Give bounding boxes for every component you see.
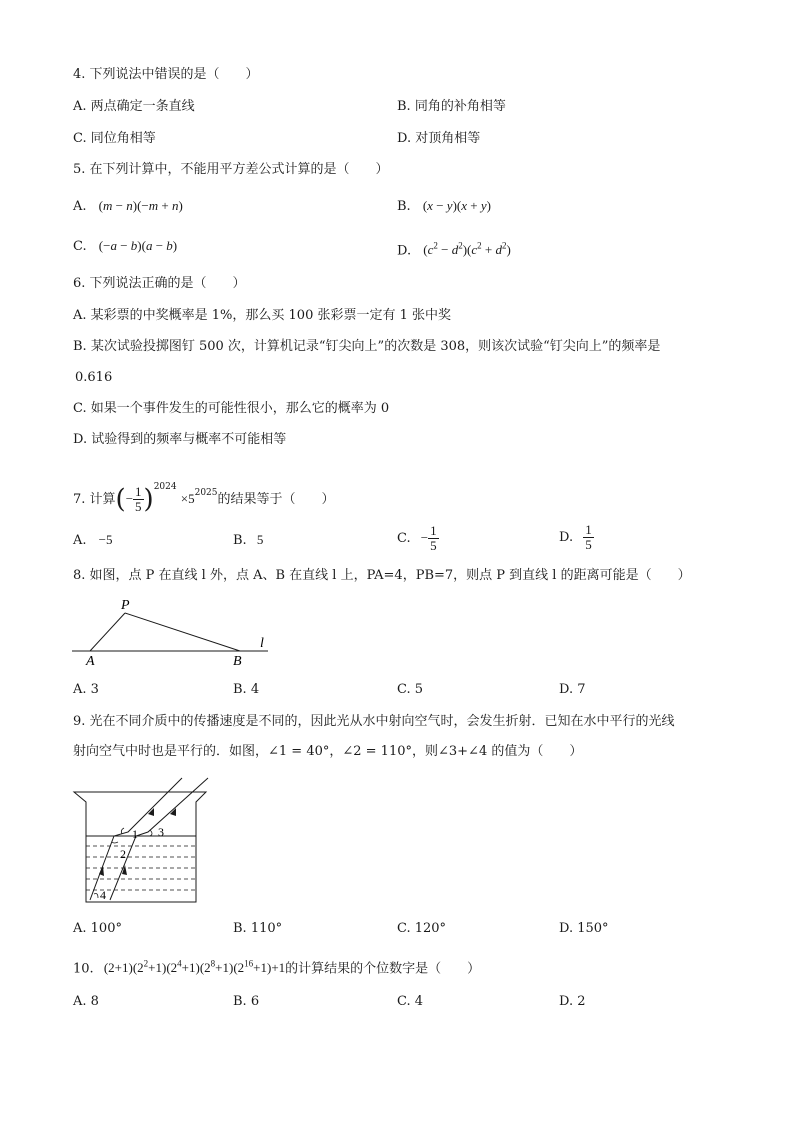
q10-expression: $(2+1)(2^2+1)(2^4+1)(2^8+1)(2^{16}+1)+1$ bbox=[103, 959, 286, 976]
q10-option-a: A. 8 bbox=[73, 994, 99, 1009]
angle-3-arc bbox=[150, 830, 152, 836]
q10-option-b: B. 6 bbox=[233, 994, 260, 1009]
q6-option-d: D. 试验得到的频率与概率不可能相等 bbox=[73, 432, 287, 447]
q4-stem: 4. 下列说法中错误的是（ ） bbox=[73, 67, 259, 82]
q9-stem-line2: 射向空气中时也是平行的．如图，∠1 = 40°，∠2 = 110°，则∠3+∠4 的值为（ ） bbox=[73, 744, 583, 759]
q5-option-a-expr: (m − n)(−m + n) bbox=[98, 198, 183, 213]
angle-4-arc bbox=[94, 894, 98, 899]
q9-option-b: B. 110° bbox=[233, 921, 283, 936]
q9-stem-line1: 9. 光在不同介质中的传播速度是不同的，因此光从水中射向空气时，会发生折射．已知在水中平行的光线 bbox=[73, 714, 675, 729]
q9-option-c: C. 120° bbox=[397, 921, 447, 936]
q9-option-d: D. 150° bbox=[559, 921, 609, 936]
q8-option-d: D. 7 bbox=[559, 682, 586, 697]
q10-stem-suffix: 的计算结果的个位数字是（ ） bbox=[285, 961, 481, 977]
q5-option-a-label: A. bbox=[73, 199, 87, 214]
q5-option-c-expr: (−a − b)(a − b) bbox=[98, 238, 178, 253]
q7-option-d-label: D. bbox=[559, 530, 574, 545]
label-a: A bbox=[86, 654, 95, 669]
beaker bbox=[74, 792, 206, 902]
q10-option-d: D. 2 bbox=[559, 994, 586, 1009]
q4-option-a: A. 两点确定一条直线 bbox=[73, 99, 195, 114]
q5-option-a bbox=[73, 198, 183, 215]
segment-pa bbox=[90, 613, 125, 651]
q5-option-c-label: C. bbox=[73, 239, 87, 254]
q7-times-five: ×5 bbox=[180, 491, 195, 506]
angle-4-label: 4 bbox=[100, 888, 106, 902]
label-l: l bbox=[260, 636, 264, 651]
q8-figure bbox=[70, 596, 280, 668]
angle-3-label: 3 bbox=[158, 825, 164, 839]
q5-option-c bbox=[73, 238, 177, 255]
q8-option-a: A. 3 bbox=[73, 682, 99, 697]
q7-exponent-1: 2024 bbox=[153, 482, 177, 492]
q5-stem: 5. 在下列计算中，不能用平方差公式计算的是（ ） bbox=[73, 162, 389, 177]
q7-stem-prefix: 7. 计算 bbox=[73, 492, 116, 507]
q10-option-c: C. 4 bbox=[397, 994, 424, 1009]
q6-stem: 6. 下列说法正确的是（ ） bbox=[73, 276, 246, 291]
q5-option-b bbox=[397, 198, 491, 215]
label-b: B bbox=[233, 654, 242, 669]
angle-2-label: 2 bbox=[120, 847, 126, 861]
q7-option-c-label: C. bbox=[397, 531, 411, 546]
arrow-icon bbox=[122, 865, 127, 875]
q8-option-b: B. 4 bbox=[233, 682, 260, 697]
segment-pb bbox=[125, 613, 240, 651]
q7-option-b-value: 5 bbox=[256, 532, 264, 547]
q7-option-b-label: B. bbox=[233, 533, 247, 548]
label-p: P bbox=[121, 598, 130, 613]
q7-stem-suffix: 的结果等于（ ） bbox=[217, 492, 335, 507]
q6-option-b-line1: B. 某次试验投掷图钉 500 次，计算机记录“钉尖向上”的次数是 308，则该次试验“钉尖向上”的频率是 bbox=[73, 339, 661, 354]
q6-option-a: A. 某彩票的中奖概率是 1%，那么买 100 张彩票一定有 1 张中奖 bbox=[73, 308, 452, 323]
q7-option-a bbox=[73, 532, 113, 549]
q5-option-b-expr: (x − y)(x + y) bbox=[422, 198, 491, 213]
q5-option-b-label: B. bbox=[397, 199, 411, 214]
q10-stem bbox=[73, 956, 480, 977]
q7-option-d bbox=[559, 522, 594, 554]
q4-option-d: D. 对顶角相等 bbox=[397, 131, 481, 146]
q4-option-b: B. 同角的补角相等 bbox=[397, 99, 506, 114]
q7-option-a-value: −5 bbox=[98, 532, 113, 547]
q6-option-c: C. 如果一个事件发生的可能性很小，那么它的概率为 0 bbox=[73, 401, 390, 416]
q7-fraction: $\frac{1}{5}$ bbox=[135, 484, 142, 514]
q10-number: 10. bbox=[73, 961, 94, 977]
q7-stem: 7. 计算(− $\frac{1}{5}$ )$^{2024} \times 5^{2025}$的结果等于（ ） bbox=[73, 482, 335, 515]
angle-2-arc bbox=[112, 842, 118, 843]
light-ray-2 bbox=[110, 778, 208, 900]
angle-1-label: 1 bbox=[132, 827, 138, 841]
q9-figure bbox=[70, 774, 210, 906]
q7-option-a-label: A. bbox=[73, 533, 87, 548]
q6-option-b-line2: 0.616 bbox=[75, 370, 113, 385]
q7-option-c-fraction: $\frac{1}{5}$ bbox=[430, 523, 437, 553]
q5-option-d-expr: $(c^2 - d^2)(c^2 + d^2)$ bbox=[423, 241, 511, 258]
q7-option-c: C. − $\frac{1}{5}$ bbox=[397, 523, 437, 553]
q8-option-c: C. 5 bbox=[397, 682, 424, 697]
q5-option-d bbox=[397, 238, 511, 259]
q7-option-b bbox=[233, 532, 263, 549]
q7-exponent-2: 2025 bbox=[194, 488, 218, 498]
q4-option-c: C. 同位角相等 bbox=[73, 131, 156, 146]
q7-option-d-fraction: $\frac{1}{5}$ bbox=[585, 522, 592, 552]
q5-option-d-label: D. bbox=[397, 243, 412, 259]
q9-option-a: A. 100° bbox=[73, 921, 122, 936]
q8-stem: 8. 如图，点 P 在直线 l 外，点 A、B 在直线 l 上，PA=4，PB=7，则点 P 到直线 l 的距离可能是（ ） bbox=[73, 568, 691, 583]
